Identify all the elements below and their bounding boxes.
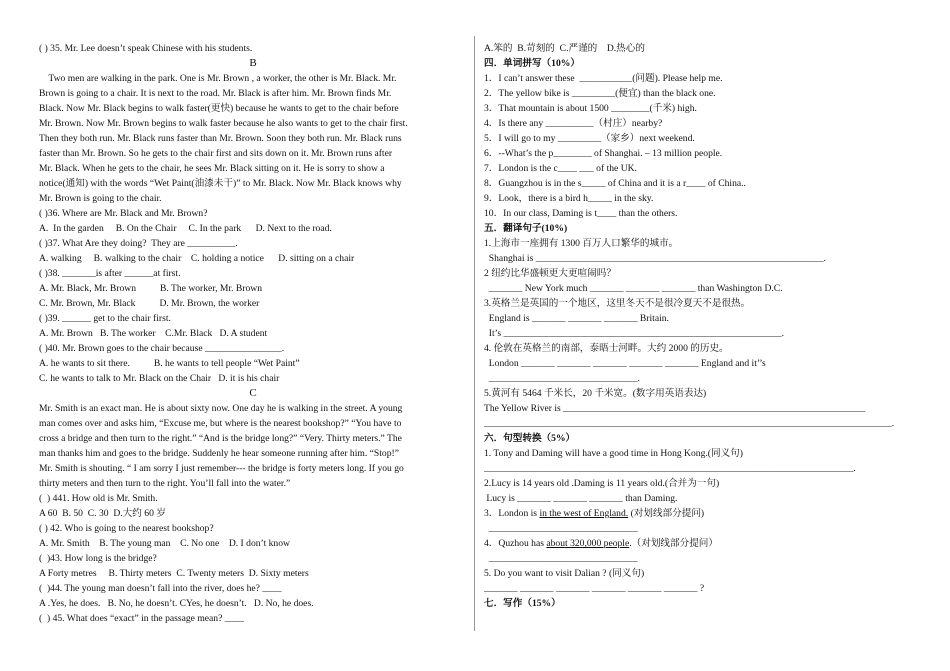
right-line-19: It’s __________________________________________________________. bbox=[484, 328, 785, 339]
right-line-34: _______________________________ bbox=[484, 553, 638, 564]
left-line-37: A .Yes, he does. B. No, he doesn’t. CYes, he doesn’t. D. No, he does. bbox=[39, 598, 314, 609]
right-line-30: Lucy is _______ _______ _______ than Daming. bbox=[484, 493, 678, 504]
right-line-21: London _______ _______ _______ _______ _______ England and it’’s bbox=[484, 358, 766, 369]
left-line-3: Brown is going to a chair. It is next to the road. Mr. Black is after him. Mr. Brown finds Mr. bbox=[39, 88, 392, 99]
right-line-24: The Yellow River is _______________________________________________________________ bbox=[484, 403, 866, 414]
left-line-1: B bbox=[249, 57, 257, 69]
right-line-13: 1.上海市一座拥有 1300 百万人口繁华的城市。 bbox=[484, 238, 679, 249]
right-line-18: England is _______ _______ _______ Britain. bbox=[484, 313, 669, 324]
left-line-20: ( )40. Mr. Brown goes to the chair because ________________. bbox=[39, 343, 285, 354]
left-line-10: Mr. Brown is going to the chair. bbox=[39, 193, 162, 204]
right-line-23: 5.黄河有 5464 千米长，20 千米宽。(数字用英语表达) bbox=[484, 388, 707, 399]
left-column bbox=[39, 41, 467, 626]
left-line-24: Mr. Smith is an exact man. He is about sixty now. One day he is walking in the street. A young bbox=[39, 403, 403, 414]
right-line-4: 3．That mountain is about 1500 ________(千米) high. bbox=[484, 103, 697, 114]
left-line-9: notice(通知) with the words “Wet Paint(油漆未干)” to Mr. Black. Now Mr. Black knows why bbox=[39, 178, 402, 189]
left-line-35: A Forty metres B. Thirty meters C. Twenty meters D. Sixty meters bbox=[39, 568, 309, 579]
left-line-19: A. Mr. Brown B. The worker C.Mr. Black D. A student bbox=[39, 328, 268, 339]
left-line-16: A. Mr. Black, Mr. Brown B. The worker, Mr. Brown bbox=[39, 283, 263, 294]
left-line-8: Mr. Black. When he gets to the chair, he sees Mr. Black sitting on it. He is sorry to show a bbox=[39, 163, 385, 174]
left-line-15: ( )38. _______is after ______at first. bbox=[39, 268, 181, 279]
left-line-21: A. he wants to sit there. B. he wants to tell people “Wet Paint” bbox=[39, 358, 300, 369]
left-line-11: ( )36. Where are Mr. Black and Mr. Brown? bbox=[39, 208, 208, 219]
right-line-16: _______ New York much _______ _______ _______ than Washington D.C. bbox=[484, 283, 783, 294]
left-line-32: ( ) 42. Who is going to the nearest bookshop? bbox=[39, 523, 214, 534]
right-line-0: A.笨的 B.苛刻的 C.严谨的 D.热心的 bbox=[484, 43, 645, 54]
left-line-33: A. Mr. Smith B. The young man C. No one D. I don’t know bbox=[39, 538, 290, 549]
left-line-2: Two men are walking in the park. One is Mr. Brown , a worker, the other is Mr. Black. Mr. bbox=[39, 73, 397, 84]
left-line-7: faster than Mr. Brown. So he gets to the chair first and sits down on it. Mr. Brown runs after bbox=[39, 148, 393, 159]
left-line-23: C bbox=[249, 387, 257, 399]
column-divider bbox=[474, 36, 475, 631]
underlined-phrase: in the west of England. bbox=[539, 508, 629, 519]
left-line-30: ( ) 441. How old is Mr. Smith. bbox=[39, 493, 158, 504]
left-line-22: C. he wants to talk to Mr. Black on the Chair D. it is his chair bbox=[39, 373, 280, 384]
left-line-26: cross a bridge and then turn to the right.” “And is the bridge long?” “Very. Thirty meters.” The bbox=[39, 433, 402, 444]
right-line-2: 1．I can’t answer these ___________(问题). Please help me. bbox=[484, 73, 723, 84]
right-line-1: 四．单词拼写（10%） bbox=[484, 58, 580, 69]
left-line-6: Then they both run. Mr. Black runs faster than Mr. Brown. Soon they both run. Mr. Black runs bbox=[39, 133, 402, 144]
left-line-13: ( )37. What Are they doing? They are __________. bbox=[39, 238, 238, 249]
right-line-31: 3．London is in the west of England. (对划线部分提问) bbox=[484, 508, 705, 519]
left-line-18: ( )39. ______ get to the chair first. bbox=[39, 313, 171, 324]
right-line-29: 2.Lucy is 14 years old .Daming is 11 years old.(合并为一句) bbox=[484, 478, 720, 489]
right-line-7: 6．--What’s the p________ of Shanghai. – 13 million people. bbox=[484, 148, 723, 159]
right-column bbox=[484, 41, 909, 611]
right-line-20: 4. 伦敦在英格兰的南部，泰晤士河畔。大约 2000 的历史。 bbox=[484, 343, 729, 354]
right-line-9: 8．Guangzhou is in the s_____ of China and it is a r____ of China.. bbox=[484, 178, 746, 189]
right-line-14: Shanghai is ____________________________________________________________. bbox=[484, 253, 826, 264]
right-line-15: 2 纽约比华盛顿更大更喧闹吗？ bbox=[484, 268, 616, 279]
left-line-17: C. Mr. Brown, Mr. Black D. Mr. Brown, the worker bbox=[39, 298, 260, 309]
right-line-11: 10．In our class, Daming is t____ than the others. bbox=[484, 208, 678, 219]
right-line-10: 9．Look，there is a bird h_____ in the sky. bbox=[484, 193, 654, 204]
left-line-14: A. walking B. walking to the chair C. holding a notice D. sitting on a chair bbox=[39, 253, 355, 264]
right-line-28: _____________________________________________________________________________. bbox=[484, 463, 856, 474]
left-line-29: thirty meters and then turn to the right. You’ll fall into the water.” bbox=[39, 478, 291, 489]
left-line-25: man comes over and asks him, “Excuse me, but where is the nearest bookshop?” “You have to bbox=[39, 418, 402, 429]
right-line-3: 2．The yellow bike is _________(便宜) than the black one. bbox=[484, 88, 716, 99]
left-line-27: man thanks him and goes to the bridge. Suddenly he hear someone running after him. “Stop!” bbox=[39, 448, 399, 459]
underlined-phrase: about 320,000 people bbox=[546, 538, 630, 549]
left-line-4: Black. Now Mr. Black begins to walk faster(更快) because he wants to get to the chair before bbox=[39, 103, 399, 114]
right-line-35: 5. Do you want to visit Dalian ? (同义句) bbox=[484, 568, 645, 579]
right-line-8: 7．London is the c____ ___ of the UK. bbox=[484, 163, 637, 174]
left-line-34: ( )43. How long is the bridge? bbox=[39, 553, 157, 564]
right-line-25: _____________________________________________________________________________________. bbox=[484, 418, 895, 429]
right-line-27: 1. Tony and Daming will have a good time in Hong Kong.(同义句) bbox=[484, 448, 743, 459]
left-line-12: A. In the garden B. On the Chair C. In the park D. Next to the road. bbox=[39, 223, 332, 234]
left-line-38: ( ) 45. What does “exact” in the passage mean? ____ bbox=[39, 613, 244, 624]
left-line-36: ( )44. The young man doesn’t fall into the river, does he? ____ bbox=[39, 583, 282, 594]
right-line-32: _______________________________ bbox=[484, 523, 638, 534]
right-line-36: _______ _______ _______ _______ _______ _______ ? bbox=[484, 583, 705, 594]
right-line-6: 5．I will go to my _________（家乡）next weekend. bbox=[484, 133, 695, 144]
right-line-17: 3.英格兰是英国的一个地区，这里冬天不是很冷夏天不是很热。 bbox=[484, 298, 751, 309]
right-line-26: 六．句型转换（5%） bbox=[484, 433, 576, 444]
left-line-28: Mr. Smith is shouting. “ I am sorry I just remember--- the bridge is forty meters long. If you go bbox=[39, 463, 404, 474]
right-line-5: 4．Is there any __________（村庄）nearby? bbox=[484, 118, 663, 129]
left-line-31: A 60 B. 50 C. 30 D.大约 60 岁 bbox=[39, 508, 166, 519]
left-line-0: ( ) 35. Mr. Lee doesn’t speak Chinese with his students. bbox=[39, 43, 253, 54]
right-line-33: 4．Quzhou has about 320,000 people.（对划线部分提问） bbox=[484, 538, 718, 549]
left-line-5: Mr. Brown. Now Mr. Brown begins to walk faster because he also wants to get to the chair first. bbox=[39, 118, 408, 129]
right-line-22: _______________________________. bbox=[484, 373, 640, 384]
right-line-37: 七．写作（15%） bbox=[484, 598, 561, 609]
right-line-12: 五．翻译句子(10%) bbox=[484, 223, 568, 234]
